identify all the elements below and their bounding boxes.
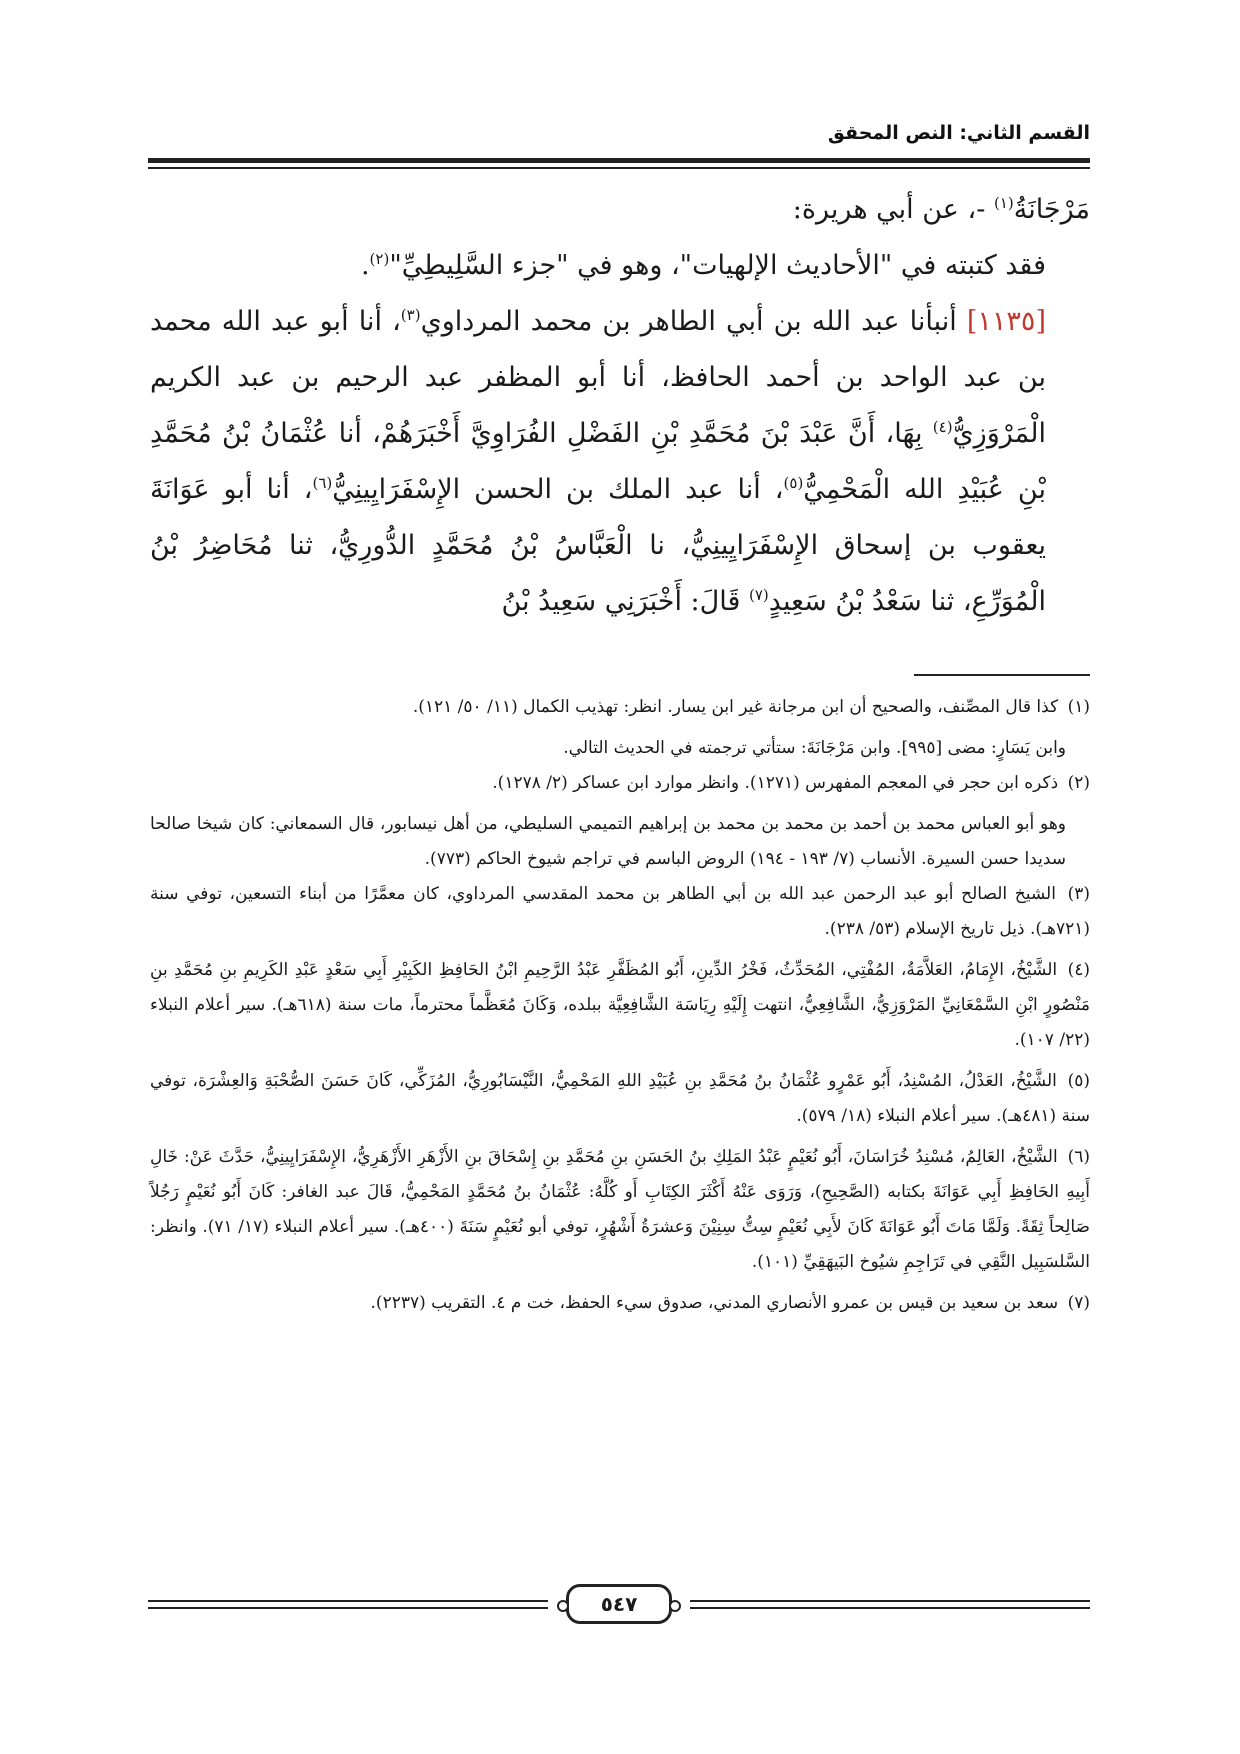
footer-rule <box>690 1600 1090 1602</box>
footnote-separator <box>914 674 1090 676</box>
footnote-ref[interactable]: (٤) <box>932 418 953 436</box>
footnote-text: ذكره ابن حجر في المعجم المفهرس (١٢٧١). وانظر موارد ابن عساكر (٢/ ١٢٧٨). <box>492 773 1059 793</box>
header-rule <box>148 158 1090 163</box>
footnote-1-continuation: وابن يَسَارٍ: مضى [٩٩٥]. وابن مَرْجَانَةَ: ستأتي ترجمته في الحديث التالي. <box>563 738 1066 758</box>
footnote-text: الشَّيْخُ، الإِمَامُ، العَلاَّمَةُ، المُفْتِي، المُحَدِّثُ، فَخْرُ الدِّينِ، أَبُو المُظَفَّرِ عَبْدُ الرَّحِيمِ ابْنُ الحَافِظِ الكَبِيْرِ أَبِي سَعْدٍ عَبْدِ الكَرِيمِ بنِ مُحَمَّدِ بنِ مَنْصُورٍ ابْنِ السَّمْعَانِيِّ المَرْوَزِيُّ، الشَّافِعِيُّ، انتهت إِلَيْهِ رِيَاسَة الشَّافِعِيَّة ببلده، وَكَانَ مُعَظَّماً محترماً، مات سنة (٦١٨هـ). سير أعلام النبلاء (٢٢/ ١٠٧). <box>150 960 1090 1050</box>
footnote-number: (٥) <box>1067 1071 1091 1091</box>
footnote-number: (٦) <box>1067 1147 1090 1167</box>
footnote-1 <box>150 690 1090 725</box>
footnote-2 <box>150 766 1090 801</box>
footnote-7 <box>150 1286 1090 1321</box>
hadith-number: [١١٣٥] <box>966 306 1046 337</box>
footnote-ref[interactable]: (١) <box>993 194 1014 212</box>
footnote-text: الشيخ الصالح أبو عبد الرحمن عبد الله بن أبي الطاهر بن محمد المقدسي المرداوي، كان معمَّرًا من أبناء التسعين، توفي سنة (٧٢١هـ). ذيل تاريخ الإسلام (٥٣/ ٢٣٨). <box>150 884 1090 939</box>
main-text <box>150 182 1090 630</box>
footnote-3 <box>150 877 1090 947</box>
footnote-2-continuation: وهو أبو العباس محمد بن أحمد بن محمد بن محمد بن إبراهيم التميمي السليطي، من أهل نيسابور، قال السمعاني: كان شيخا صالحا سديدا حسن السيرة. الأنساب (٧/ ١٩٣ - ١٩٤) الروض الباسم في تراجم شيوخ الحاكم (٧٧٣). <box>150 814 1066 869</box>
running-header: القسم الثاني: النص المحقق <box>827 122 1090 144</box>
footer-rule <box>148 1600 548 1602</box>
footnote-6 <box>150 1140 1090 1280</box>
footnote-number: (٣) <box>1067 884 1090 904</box>
main-line-2: فقد كتبته في "الأحاديث الإلهيات"، وهو في "جزء السَّلِيطِيِّ"$^{(٢)}$. <box>360 250 1046 281</box>
footnote-number: (٤) <box>1067 960 1090 980</box>
footnote-number: (٢) <box>1067 773 1090 793</box>
footnote-ref[interactable]: (٣) <box>400 306 421 324</box>
footer-rule <box>148 1607 548 1609</box>
hadith-paragraph: [١١٣٥] أنبأنا عبد الله بن أبي الطاهر بن محمد المرداوي$^{(٣)}$، أنا أبو عبد الله محمد بن عبد الواحد بن أحمد الحافظ، أنا أبو المظفر عبد الرحيم بن عبد الكريم الْمَرْوَزِيُّ$^{(٤)}$ بِهَا، أَنَّ عَبْدَ بْنَ مُحَمَّدِ بْنِ الفَضْلِ الفُرَاوِيَّ أَخْبَرَهُمْ، أنا عُثْمَانُ بْنُ مُحَمَّدِ بْنِ عُبَيْدِ الله الْمَحْمِيُّ$^{(٥)}$، أنا عبد الملك بن الحسن الإِسْفَرَايِينِيُّ$^{(٦)}$، أنا أبو عَوَانَةَ يعقوب بن إسحاق الإِسْفَرَايِينِيُّ، نا الْعَبَّاسُ بْنُ مُحَمَّدٍ الدُّورِيُّ، ثنا مُحَاضِرُ بْنُ الْمُوَرِّعِ، ثنا سَعْدُ بْنُ سَعِيدٍ$^{(٧)}$ قَالَ: أَخْبَرَنِي سَعِيدُ بْنُ <box>150 306 1046 617</box>
footnote-ref[interactable]: (٦) <box>312 474 333 492</box>
footnote-number: (١) <box>1067 697 1090 717</box>
footnote-text: الشَّيْخُ، العَالِمُ، مُسْنِدُ خُرَاسَانَ، أَبُو نُعَيْمٍ عَبْدُ المَلِكِ بنُ الحَسَنِ بنِ مُحَمَّدِ بنِ إِسْحَاقَ بنِ الأَزْهَرِ الأَزْهَرِيُّ، الإِسْفَرَايِينِيُّ، حَدَّثَ عَنْ: خَالِ أَبِيهِ الحَافِظِ أَبِي عَوَانَةَ بكتابه (الصَّحِيحِ)، وَرَوَى عَنْهُ أَكْثَرَ الكِتَابِ أَو كُلَّهُ: عُثْمَانُ بنُ مُحَمَّدٍ المَحْمِيُّ، قَالَ عبد الغافر: كَانَ أَبُو نُعَيْمٍ رَجُلاً صَالِحاً ثِقَةً. وَلَمَّا مَاتَ أَبُو عَوَانَةَ كَانَ لأَبِي نُعَيْمٍ سِتُّ سِنِيْنَ وَعشرَةُ أَشْهُرٍ، توفي أبو نُعَيْمٍ سَنَةَ (٤٠٠هـ). سير أعلام النبلاء (١٧/ ٧١). وانظر: السَّلسَبِيل النَّقِي في تَرَاجِمِ شيُوخ البَيهَقِيِّ (١٠١). <box>150 1147 1090 1272</box>
footnote-ref[interactable]: (٥) <box>783 474 804 492</box>
footnote-ref[interactable]: (٢) <box>369 250 390 268</box>
footnote-5 <box>150 1064 1090 1134</box>
main-line-1: مَرْجَانَةُ$^{(١)}$ -، عن أبي هريرة: <box>792 194 1090 225</box>
footnote-text: الشَّيْخُ، العَدْلُ، المُسْنِدُ، أَبُو عَمْرٍو عُثْمَانُ بنُ مُحَمَّدِ بنِ عُبَيْدِ اللهِ المَحْمِيُّ، النَّيْسَابُورِيُّ، المُزَكِّي، كَانَ حَسَنَ الصُّحْبَةِ وَالعِشْرَة، توفي سنة (٤٨١هـ). سير أعلام النبلاء (١٨/ ٥٧٩). <box>150 1071 1090 1126</box>
header-rule-thin <box>148 167 1090 169</box>
page-number: ٥٤٧ <box>566 1584 672 1624</box>
footer-rule <box>690 1607 1090 1609</box>
footnotes <box>150 690 1090 1327</box>
footnote-ref[interactable]: (٧) <box>748 586 769 604</box>
footnote-text: كذا قال المصِّنف، والصحيح أن ابن مرجانة غير ابن يسار. انظر: تهذيب الكمال (١١/ ٥٠/ ١٢١). <box>412 697 1059 717</box>
footnote-text: سعد بن سعيد بن قيس بن عمرو الأنصاري المدني، صدوق سيء الحفظ، خت م ٤. التقريب (٢٢٣٧). <box>370 1293 1059 1313</box>
footnote-4 <box>150 953 1090 1058</box>
footnote-number: (٧) <box>1067 1293 1090 1313</box>
